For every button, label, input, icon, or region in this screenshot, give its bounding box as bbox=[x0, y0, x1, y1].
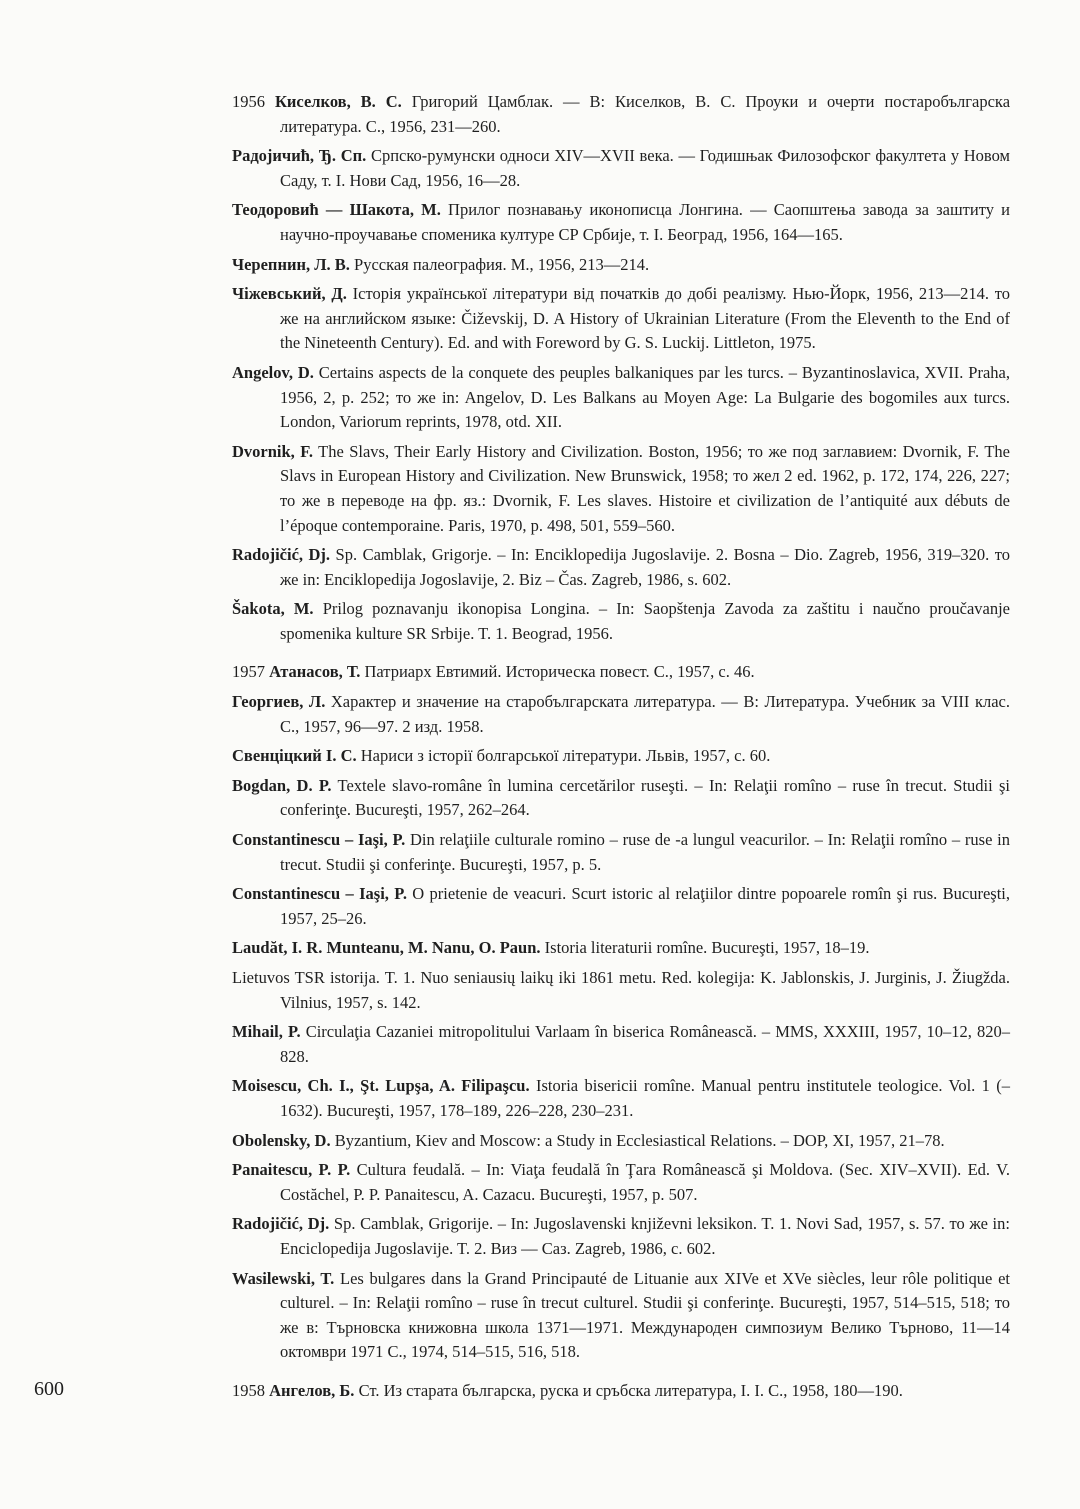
entry-author: Теодоровић — Шакота, М. bbox=[232, 200, 441, 220]
entry-author: Moisescu, Ch. I., Şt. Lupşa, A. Filipaşcu. bbox=[232, 1076, 530, 1096]
entry-author: Радојичић, Ђ. Сп. bbox=[232, 146, 367, 166]
bibliography-entry bbox=[232, 543, 1010, 592]
page-number: 600 bbox=[34, 1378, 64, 1400]
entry-author: Obolensky, D. bbox=[232, 1130, 331, 1150]
entry-text: Григорий Цамблак. — В: Киселков, В. С. Проуки и очерти постаробългарска литература. С., 1956, 231—260. bbox=[280, 92, 1011, 136]
entry-text: Byzantium, Kiev and Moscow: a Study in Ecclesiastical Relations. – DOP, XI, 1957, 21–78. bbox=[330, 1130, 945, 1150]
bibliography-entry bbox=[232, 774, 1010, 823]
bibliography-entry bbox=[232, 1267, 1010, 1365]
entry-author: Bogdan, D. P. bbox=[232, 775, 332, 795]
entry-text: Prilog poznavanju ikonopisa Longina. – In: Saopštenja Zavoda za zaštitu i naučno proučavanje spomenika kulture SR Srbije. T. 1. Beograd, 1956. bbox=[280, 599, 1010, 643]
entry-author: Mihail, P. bbox=[232, 1022, 301, 1042]
entry-text: Les bulgares dans la Grand Principauté de Lituanie aux XIVe et XVe siècles, leur rôle politique et culturel. – In: Relaţii romîno – ruse în trecut culturel. Studii şi conferinţe. Bucureşti, 1957, 514–515, 518; то же в: Търновска книжовна школа 1371—1971. Международен симпозиум Велико Търново, 11—14 октомври 1971 С., 1974, 514–515, 516, 518. bbox=[280, 1268, 1010, 1362]
bibliography-entry bbox=[232, 966, 1010, 1015]
entry-author: Dvornik, F. bbox=[232, 441, 313, 461]
entry-text: O prietenie de veacuri. Scurt istoric al relaţiilor dintre popoarele romîn şi rus. Bucureşti, 1957, 25–26. bbox=[280, 884, 1010, 928]
entry-text: Istoria bisericii romîne. Manual pentru institutele teologice. Vol. 1 (– 1632). Bucureşti, 1957, 178–189, 226–228, 230–231. bbox=[280, 1076, 1010, 1120]
entry-text: Ст. Из старата българска, руска и сръбска литература, I. I. С., 1958, 180—190. bbox=[354, 1380, 903, 1400]
entry-author: Георгиев, Л. bbox=[232, 692, 326, 712]
entry-text: Textele slavo-române în lumina cercetărilor ruseşti. – In: Relaţii romîno – ruse în trecut. Studii şi conferinţe. Bucureşti, 1957, 262–264. bbox=[280, 775, 1010, 820]
bibliography-list bbox=[232, 90, 1010, 1418]
bibliography-entry bbox=[232, 882, 1010, 931]
bibliography-entry bbox=[232, 282, 1010, 356]
bibliography-entry bbox=[232, 1074, 1010, 1123]
year-group bbox=[232, 90, 1010, 646]
bibliography-entry bbox=[232, 744, 1010, 769]
entry-author: Šakota, M. bbox=[232, 599, 314, 619]
entry-text: Sp. Camblak, Grigorije. – In: Jugoslavenski književni leksikon. T. 1. Novi Sad, 1957, s. 57. то же in: Enciclopedija Jugoslavije. T. 2. Виз — Саз. Zagreb, 1986, с. 602. bbox=[280, 1214, 1010, 1258]
entry-text: Istoria literaturii romîne. Bucureşti, 1957, 18–19. bbox=[540, 938, 870, 958]
entry-text: Історія української літератури від початків до добі реалізму. Нью-Йорк, 1956, 213—214. то же на английском языке: Čiževskij, D. A History of Ukrainian Literature (From the Eleventh to the End of the Nineteenth Century). Ed. and with Foreword by G. S. Luckij. Littleton, 1975. bbox=[280, 284, 1011, 353]
entry-text: Српско-румунски односи XIV—XVII века. — Годишњак Филозофског факултета у Новом Саду, т. I. Нови Сад, 1956, 16—28. bbox=[280, 146, 1010, 190]
entry-author: Constantinescu – Iaşi, P. bbox=[232, 830, 406, 850]
entry-author: Свенціцкий І. С. bbox=[232, 746, 357, 766]
bibliography-entry bbox=[232, 440, 1010, 538]
bibliography-entry bbox=[232, 1158, 1010, 1207]
entry-author: Panaitescu, P. P. bbox=[232, 1160, 351, 1180]
entry-author: Wasilewski, T. bbox=[232, 1268, 335, 1288]
entry-text: Circulaţia Cazaniei mitropolitului Varlaam în biserica Românească. – MMS, XXXIII, 1957, 10–12, 820–828. bbox=[280, 1022, 1010, 1066]
bibliography-entry bbox=[232, 1020, 1010, 1069]
year-label: 1957 bbox=[232, 662, 265, 682]
entry-author: Чіжевський, Д. bbox=[232, 284, 347, 304]
bibliography-entry bbox=[232, 690, 1010, 739]
bibliography-entry bbox=[232, 253, 1010, 278]
entry-text: Прилог познавању иконописца Лонгина. — Саопштења завода за заштиту и научно-проучавање споменика културе СР Србије, т. I. Београд, 1956, 164—165. bbox=[280, 200, 1010, 244]
entry-text: Certains aspects de la conquete des peuples balkaniques par les turcs. – Byzantinoslavica, XVII. Praha, 1956, 2, p. 252; то же in: Angelov, D. Les Balkans au Moyen Age: La Bulgarie des bogomiles aux turcs. London, Variorum reprints, 1978, otd. XII. bbox=[280, 362, 1010, 432]
entry-author: Ангелов, Б. bbox=[269, 1380, 355, 1400]
entry-text: Sp. Camblak, Grigorje. – In: Enciklopedija Jugoslavije. 2. Bosna – Dio. Zagreb, 1956, 319–320. то же in: Enciklopedija Jogoslavije, 2. Biz – Čas. Zagreb, 1986, s. 602. bbox=[280, 545, 1010, 589]
entry-text: Русская палеография. М., 1956, 213—214. bbox=[349, 254, 650, 274]
bibliography-entry bbox=[232, 361, 1010, 435]
entry-author: Angelov, D. bbox=[232, 362, 314, 382]
year-label: 1958 bbox=[232, 1380, 265, 1400]
bibliography-entry bbox=[232, 144, 1010, 193]
bibliography-entry bbox=[232, 936, 1010, 961]
bibliography-entry bbox=[232, 1129, 1010, 1154]
entry-author: Laudăt, I. R. Munteanu, M. Nanu, O. Paun. bbox=[232, 938, 541, 958]
entry-text: Нариси з історії болгарської літератури. Львів, 1957, с. 60. bbox=[356, 746, 771, 766]
bibliography-entry bbox=[232, 1379, 1010, 1404]
year-label: 1956 bbox=[232, 92, 265, 111]
entry-text: Патриарх Евтимий. Историческа повест. С., 1957, с. 46. bbox=[360, 662, 755, 682]
year-group bbox=[232, 660, 1010, 1364]
entry-text: Cultura feudală. – In: Viaţa feudală în Ţara Românească şi Moldova. (Sec. XIV–XVII). Ed. V. Costăchel, P. P. Panaitescu, A. Cazacu. Bucureşti, 1957, p. 507. bbox=[280, 1160, 1010, 1204]
entry-author: Constantinescu – Iaşi, P. bbox=[232, 884, 407, 904]
bibliography-entry bbox=[232, 597, 1010, 646]
entry-text: Lietuvos TSR istorija. T. 1. Nuo seniausių laikų iki 1861 metu. Red. kolegija: K. Jablonskis, J. Jurginis, J. Žiugžda. Vilnius, 1957, s. 142. bbox=[232, 968, 1010, 1012]
bibliography-entry bbox=[232, 90, 1010, 139]
bibliography-entry bbox=[232, 660, 1010, 685]
entry-text: Din relaţiile culturale romino – ruse de -a lungul veacurilor. – In: Relaţii romîno – ruse in trecut. Studii şi conferinţe. Bucureşti, 1957, p. 5. bbox=[280, 830, 1010, 874]
entry-text: The Slavs, Their Early History and Civilization. Boston, 1956; то же под заглавием: Dvornik, F. The Slavs in European History and Civilization. New Brunswick, 1958; то жел 2 ed. 1962, p. 172, 174, 226, 227; то же в переводе на фр. яз.: Dvornik, F. Les slaves. Histoire et civilization de l’antiquité aux débuts de l’époque contemporaine. Paris, 1970, p. 498, 501, 559–560. bbox=[280, 441, 1010, 535]
bibliography-entry bbox=[232, 198, 1010, 247]
year-group bbox=[232, 1379, 1010, 1404]
entry-text: Характер и значение на старобългарската литература. — В: Литература. Учебник за VIII клас. С., 1957, 96—97. 2 изд. 1958. bbox=[280, 692, 1010, 736]
entry-author: Radojičić, Dj. bbox=[232, 1214, 330, 1234]
bibliography-entry bbox=[232, 1212, 1010, 1261]
entry-author: Radojičić, Dj. bbox=[232, 545, 331, 565]
entry-author: Киселков, В. С. bbox=[274, 92, 402, 111]
entry-author: Черепнин, Л. В. bbox=[232, 254, 350, 274]
entry-author: Атанасов, Т. bbox=[269, 662, 361, 682]
bibliography-entry bbox=[232, 828, 1010, 877]
